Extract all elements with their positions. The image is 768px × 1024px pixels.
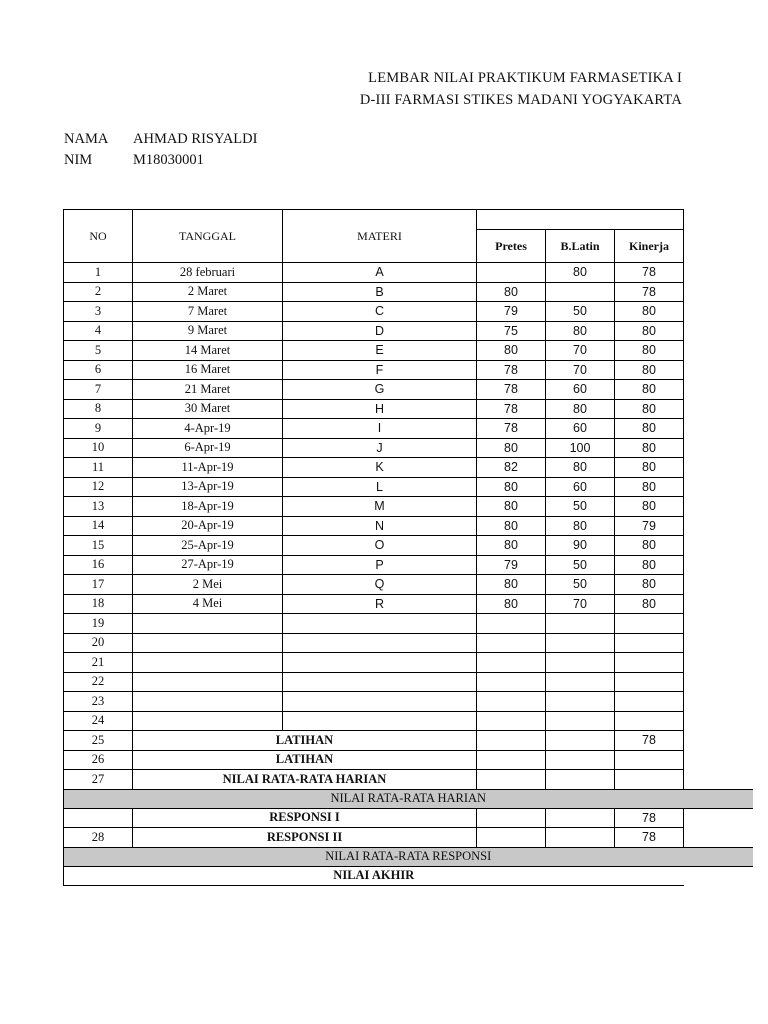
cell-kinerja: 80	[615, 380, 684, 400]
latihan-row	[64, 750, 753, 770]
row-spacer	[684, 866, 753, 886]
cell-pretes	[477, 731, 546, 751]
cell-tanggal	[133, 614, 283, 634]
cell-tanggal: 18-Apr-19	[133, 497, 283, 517]
row-spacer	[684, 399, 753, 419]
cell-materi: D	[283, 321, 477, 341]
header-blatin: B.Latin	[546, 230, 615, 263]
cell-tanggal	[133, 692, 283, 712]
cell-no: 6	[64, 360, 133, 380]
table-row	[64, 419, 753, 439]
cell-kinerja	[615, 770, 684, 790]
cell-pretes: 82	[477, 458, 546, 478]
cell-materi: A	[283, 263, 477, 283]
row-spacer	[684, 438, 753, 458]
cell-no: 19	[64, 614, 133, 634]
cell-blatin: 80	[546, 516, 615, 536]
cell-materi: E	[283, 341, 477, 361]
cell-tanggal: 9 Maret	[133, 321, 283, 341]
cell-blatin	[546, 770, 615, 790]
cell-no: 13	[64, 497, 133, 517]
cell-materi: P	[283, 555, 477, 575]
table-row	[64, 575, 753, 595]
cell-tanggal: 7 Maret	[133, 302, 283, 322]
table-row	[64, 672, 753, 692]
cell-no: 8	[64, 399, 133, 419]
cell-tanggal: 13-Apr-19	[133, 477, 283, 497]
row-spacer	[684, 360, 753, 380]
cell-tanggal	[133, 672, 283, 692]
cell-pretes	[477, 653, 546, 673]
table-row	[64, 711, 753, 731]
cell-blatin: 70	[546, 594, 615, 614]
cell-materi: J	[283, 438, 477, 458]
row-spacer	[684, 302, 753, 322]
row-spacer	[684, 263, 753, 283]
cell-blatin	[546, 711, 615, 731]
cell-blatin: 50	[546, 497, 615, 517]
table-row	[64, 516, 753, 536]
cell-pretes	[477, 770, 546, 790]
cell-blatin	[546, 282, 615, 302]
rata-harian-bar	[64, 789, 753, 808]
row-spacer	[684, 672, 753, 692]
nilai-akhir-row	[64, 866, 753, 886]
cell-pretes: 78	[477, 399, 546, 419]
header-no: NO	[64, 210, 133, 263]
cell-tanggal: 14 Maret	[133, 341, 283, 361]
header-pretes: Pretes	[477, 230, 546, 263]
table-row	[64, 555, 753, 575]
cell-blatin: 80	[546, 399, 615, 419]
cell-pretes	[477, 828, 546, 848]
cell-materi: M	[283, 497, 477, 517]
header-group	[477, 210, 684, 230]
header-row-top	[64, 210, 753, 230]
cell-kinerja: 79	[615, 516, 684, 536]
header-kinerja: Kinerja	[615, 230, 684, 263]
header-tanggal: TANGGAL	[133, 210, 283, 263]
student-nim: M18030001	[133, 152, 204, 168]
cell-kinerja: 80	[615, 360, 684, 380]
cell-pretes: 80	[477, 282, 546, 302]
cell-no: 10	[64, 438, 133, 458]
table-row	[64, 497, 753, 517]
cell-tanggal	[133, 633, 283, 653]
cell-blatin: 80	[546, 321, 615, 341]
cell-blatin	[546, 750, 615, 770]
cell-no: 2	[64, 282, 133, 302]
cell-blatin: 60	[546, 419, 615, 439]
cell-kinerja: 78	[615, 828, 684, 848]
cell-blatin: 80	[546, 263, 615, 283]
cell-tanggal: 30 Maret	[133, 399, 283, 419]
cell-tanggal	[133, 653, 283, 673]
cell-pretes: 80	[477, 594, 546, 614]
table-row	[64, 360, 753, 380]
row-spacer	[684, 594, 753, 614]
cell-no: 16	[64, 555, 133, 575]
cell-pretes: 80	[477, 477, 546, 497]
nilai-akhir-label: NILAI AKHIR	[64, 866, 684, 886]
cell-kinerja: 78	[615, 282, 684, 302]
cell-pretes	[477, 750, 546, 770]
row-spacer	[684, 633, 753, 653]
responsi-label: RESPONSI II	[133, 828, 477, 848]
cell-pretes: 80	[477, 438, 546, 458]
table-row	[64, 263, 753, 283]
cell-materi: F	[283, 360, 477, 380]
cell-materi: R	[283, 594, 477, 614]
cell-no: 21	[64, 653, 133, 673]
cell-tanggal: 21 Maret	[133, 380, 283, 400]
cell-blatin	[546, 672, 615, 692]
cell-pretes	[477, 692, 546, 712]
cell-no: 23	[64, 692, 133, 712]
cell-pretes: 79	[477, 302, 546, 322]
table-row	[64, 282, 753, 302]
cell-pretes: 80	[477, 575, 546, 595]
cell-blatin: 90	[546, 536, 615, 556]
cell-no: 28	[64, 828, 133, 848]
cell-materi	[283, 692, 477, 712]
cell-kinerja: 78	[615, 263, 684, 283]
table-row	[64, 341, 753, 361]
cell-kinerja	[615, 672, 684, 692]
cell-pretes	[477, 711, 546, 731]
responsi-row	[64, 808, 753, 828]
cell-pretes	[477, 808, 546, 828]
cell-pretes: 80	[477, 536, 546, 556]
cell-tanggal: 4-Apr-19	[133, 419, 283, 439]
rata-harian-row	[64, 770, 753, 790]
cell-pretes: 79	[477, 555, 546, 575]
rata-responsi-bar-label: NILAI RATA-RATA RESPONSI	[64, 847, 753, 866]
cell-kinerja: 80	[615, 555, 684, 575]
table-row	[64, 399, 753, 419]
cell-materi	[283, 653, 477, 673]
table-row	[64, 594, 753, 614]
cell-kinerja	[615, 711, 684, 731]
row-spacer	[684, 380, 753, 400]
cell-materi	[283, 614, 477, 634]
name-label: NAMA	[64, 131, 109, 147]
sheet-subtitle: D-III FARMASI STIKES MADANI YOGYAKARTA	[359, 92, 682, 108]
cell-no: 17	[64, 575, 133, 595]
cell-tanggal: 4 Mei	[133, 594, 283, 614]
latihan-label: LATIHAN	[133, 731, 477, 751]
cell-no: 24	[64, 711, 133, 731]
cell-materi: H	[283, 399, 477, 419]
cell-blatin: 50	[546, 302, 615, 322]
cell-kinerja: 80	[615, 302, 684, 322]
cell-blatin: 50	[546, 555, 615, 575]
row-spacer	[684, 321, 753, 341]
student-name: AHMAD RISYALDI	[133, 131, 258, 147]
cell-pretes: 75	[477, 321, 546, 341]
latihan-row	[64, 731, 753, 751]
cell-tanggal: 6-Apr-19	[133, 438, 283, 458]
cell-kinerja	[615, 614, 684, 634]
table-row	[64, 321, 753, 341]
cell-no: 4	[64, 321, 133, 341]
cell-blatin: 70	[546, 360, 615, 380]
table-row	[64, 614, 753, 634]
cell-materi: O	[283, 536, 477, 556]
cell-kinerja: 80	[615, 321, 684, 341]
cell-no: 1	[64, 263, 133, 283]
grade-table	[63, 209, 753, 886]
cell-no: 27	[64, 770, 133, 790]
cell-blatin: 60	[546, 477, 615, 497]
nim-label: NIM	[64, 152, 93, 168]
table-row	[64, 458, 753, 478]
cell-materi	[283, 633, 477, 653]
cell-blatin	[546, 614, 615, 634]
table-row	[64, 477, 753, 497]
row-spacer	[684, 497, 753, 517]
row-spacer	[684, 419, 753, 439]
row-spacer	[684, 614, 753, 634]
cell-kinerja: 80	[615, 399, 684, 419]
row-spacer	[684, 828, 753, 848]
cell-blatin: 70	[546, 341, 615, 361]
cell-kinerja: 80	[615, 419, 684, 439]
cell-blatin	[546, 633, 615, 653]
row-spacer	[684, 808, 753, 828]
cell-materi: B	[283, 282, 477, 302]
row-spacer	[684, 731, 753, 751]
cell-no: 20	[64, 633, 133, 653]
cell-pretes	[477, 263, 546, 283]
cell-kinerja: 80	[615, 458, 684, 478]
header-spacer	[684, 210, 753, 230]
grade-sheet	[63, 209, 752, 886]
table-row	[64, 692, 753, 712]
table-row	[64, 438, 753, 458]
cell-no: 11	[64, 458, 133, 478]
cell-no: 9	[64, 419, 133, 439]
cell-blatin: 80	[546, 458, 615, 478]
row-spacer	[684, 692, 753, 712]
cell-kinerja	[615, 633, 684, 653]
cell-kinerja: 80	[615, 477, 684, 497]
cell-no: 5	[64, 341, 133, 361]
row-spacer	[684, 516, 753, 536]
header-spacer	[684, 230, 753, 263]
cell-tanggal: 27-Apr-19	[133, 555, 283, 575]
row-spacer	[684, 536, 753, 556]
cell-kinerja: 80	[615, 438, 684, 458]
row-spacer	[684, 282, 753, 302]
rata-responsi-bar	[64, 847, 753, 866]
cell-tanggal	[133, 711, 283, 731]
cell-tanggal: 28 februari	[133, 263, 283, 283]
cell-pretes: 78	[477, 419, 546, 439]
cell-materi: Q	[283, 575, 477, 595]
cell-no	[64, 808, 133, 828]
cell-pretes	[477, 633, 546, 653]
cell-materi: I	[283, 419, 477, 439]
cell-no: 25	[64, 731, 133, 751]
row-spacer	[684, 555, 753, 575]
cell-blatin: 100	[546, 438, 615, 458]
cell-kinerja: 80	[615, 575, 684, 595]
cell-kinerja: 78	[615, 731, 684, 751]
row-spacer	[684, 750, 753, 770]
cell-blatin	[546, 653, 615, 673]
cell-tanggal: 2 Mei	[133, 575, 283, 595]
cell-materi: K	[283, 458, 477, 478]
responsi-row	[64, 828, 753, 848]
table-row	[64, 633, 753, 653]
cell-kinerja: 80	[615, 341, 684, 361]
cell-tanggal: 20-Apr-19	[133, 516, 283, 536]
cell-materi	[283, 711, 477, 731]
cell-pretes	[477, 614, 546, 634]
cell-blatin	[546, 731, 615, 751]
header-materi: MATERI	[283, 210, 477, 263]
cell-no: 7	[64, 380, 133, 400]
cell-pretes: 78	[477, 380, 546, 400]
cell-no: 26	[64, 750, 133, 770]
cell-tanggal: 11-Apr-19	[133, 458, 283, 478]
row-spacer	[684, 575, 753, 595]
table-row	[64, 380, 753, 400]
cell-blatin	[546, 828, 615, 848]
cell-no: 18	[64, 594, 133, 614]
cell-kinerja	[615, 750, 684, 770]
cell-pretes: 80	[477, 516, 546, 536]
row-spacer	[684, 711, 753, 731]
student-name-row	[64, 131, 257, 148]
table-row	[64, 536, 753, 556]
cell-blatin	[546, 808, 615, 828]
cell-no: 12	[64, 477, 133, 497]
cell-no: 3	[64, 302, 133, 322]
cell-kinerja: 80	[615, 497, 684, 517]
cell-tanggal: 2 Maret	[133, 282, 283, 302]
table-row	[64, 302, 753, 322]
cell-materi: L	[283, 477, 477, 497]
cell-materi: G	[283, 380, 477, 400]
cell-pretes: 80	[477, 341, 546, 361]
row-spacer	[684, 770, 753, 790]
rata-harian-bar-label: NILAI RATA-RATA HARIAN	[64, 789, 753, 808]
cell-no: 22	[64, 672, 133, 692]
cell-tanggal: 16 Maret	[133, 360, 283, 380]
row-spacer	[684, 341, 753, 361]
row-spacer	[684, 477, 753, 497]
cell-no: 15	[64, 536, 133, 556]
cell-materi: C	[283, 302, 477, 322]
cell-blatin: 50	[546, 575, 615, 595]
cell-pretes	[477, 672, 546, 692]
table-row	[64, 653, 753, 673]
cell-kinerja: 80	[615, 594, 684, 614]
sheet-title: LEMBAR NILAI PRAKTIKUM FARMASETIKA I	[368, 70, 682, 86]
student-nim-row	[64, 152, 204, 169]
cell-materi	[283, 672, 477, 692]
cell-kinerja	[615, 692, 684, 712]
row-spacer	[684, 653, 753, 673]
cell-pretes: 80	[477, 497, 546, 517]
cell-blatin: 60	[546, 380, 615, 400]
cell-kinerja: 78	[615, 808, 684, 828]
cell-no: 14	[64, 516, 133, 536]
row-spacer	[684, 458, 753, 478]
rata-harian-label: NILAI RATA-RATA HARIAN	[133, 770, 477, 790]
cell-materi: N	[283, 516, 477, 536]
cell-blatin	[546, 692, 615, 712]
cell-tanggal: 25-Apr-19	[133, 536, 283, 556]
cell-pretes: 78	[477, 360, 546, 380]
cell-kinerja: 80	[615, 536, 684, 556]
latihan-label: LATIHAN	[133, 750, 477, 770]
responsi-label: RESPONSI I	[133, 808, 477, 828]
cell-kinerja	[615, 653, 684, 673]
